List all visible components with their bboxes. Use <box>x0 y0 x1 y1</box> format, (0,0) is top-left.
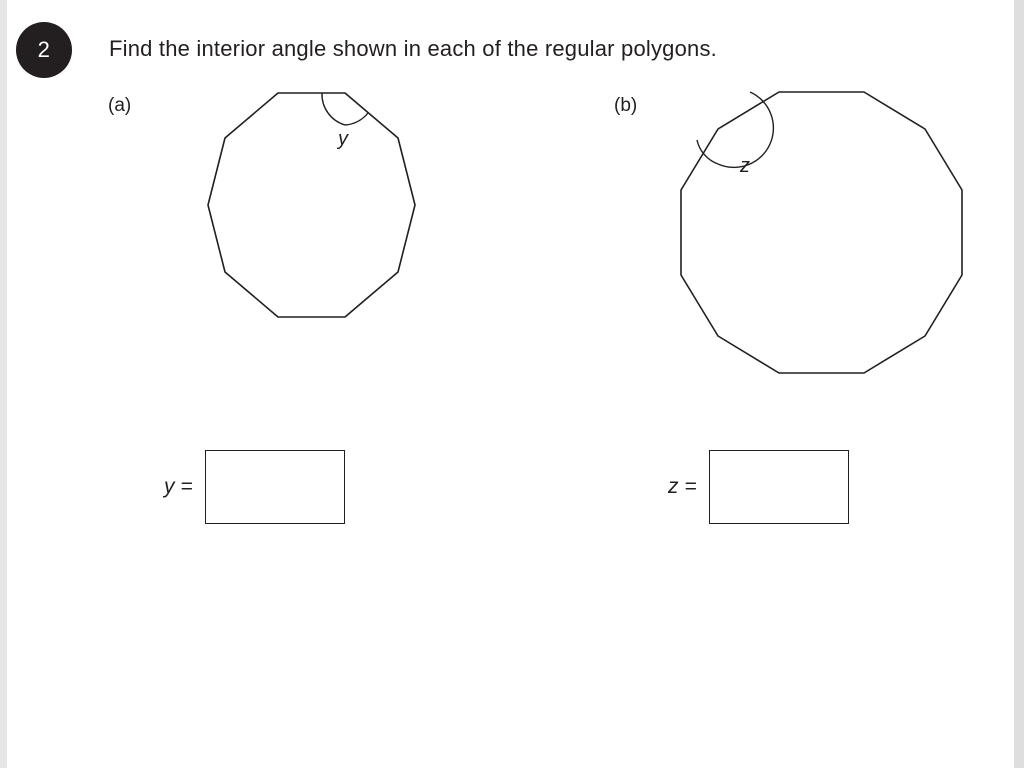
page-right-edge <box>1014 0 1024 768</box>
answer-box-y[interactable] <box>205 450 345 524</box>
part-b-label: (b) <box>614 95 638 116</box>
page-left-edge <box>0 0 7 768</box>
dodecagon-figure <box>650 80 995 420</box>
part-a-label: (a) <box>108 95 132 116</box>
answer-label-y: y = <box>164 475 193 498</box>
decagon-shape <box>208 93 415 317</box>
angle-letter-y: y <box>338 128 348 150</box>
decagon-figure <box>150 80 490 410</box>
angle-letter-z: z <box>740 155 750 177</box>
answer-label-z: z = <box>668 475 697 498</box>
answer-row-a <box>164 450 345 524</box>
answer-box-z[interactable] <box>709 450 849 524</box>
answer-row-b <box>668 450 849 524</box>
decagon-svg <box>150 80 490 410</box>
dodecagon-shape <box>681 92 962 373</box>
dodecagon-svg <box>650 80 995 420</box>
question-number-badge: 2 <box>16 22 72 78</box>
question-prompt: Find the interior angle shown in each of the regular polygons. <box>109 36 717 61</box>
